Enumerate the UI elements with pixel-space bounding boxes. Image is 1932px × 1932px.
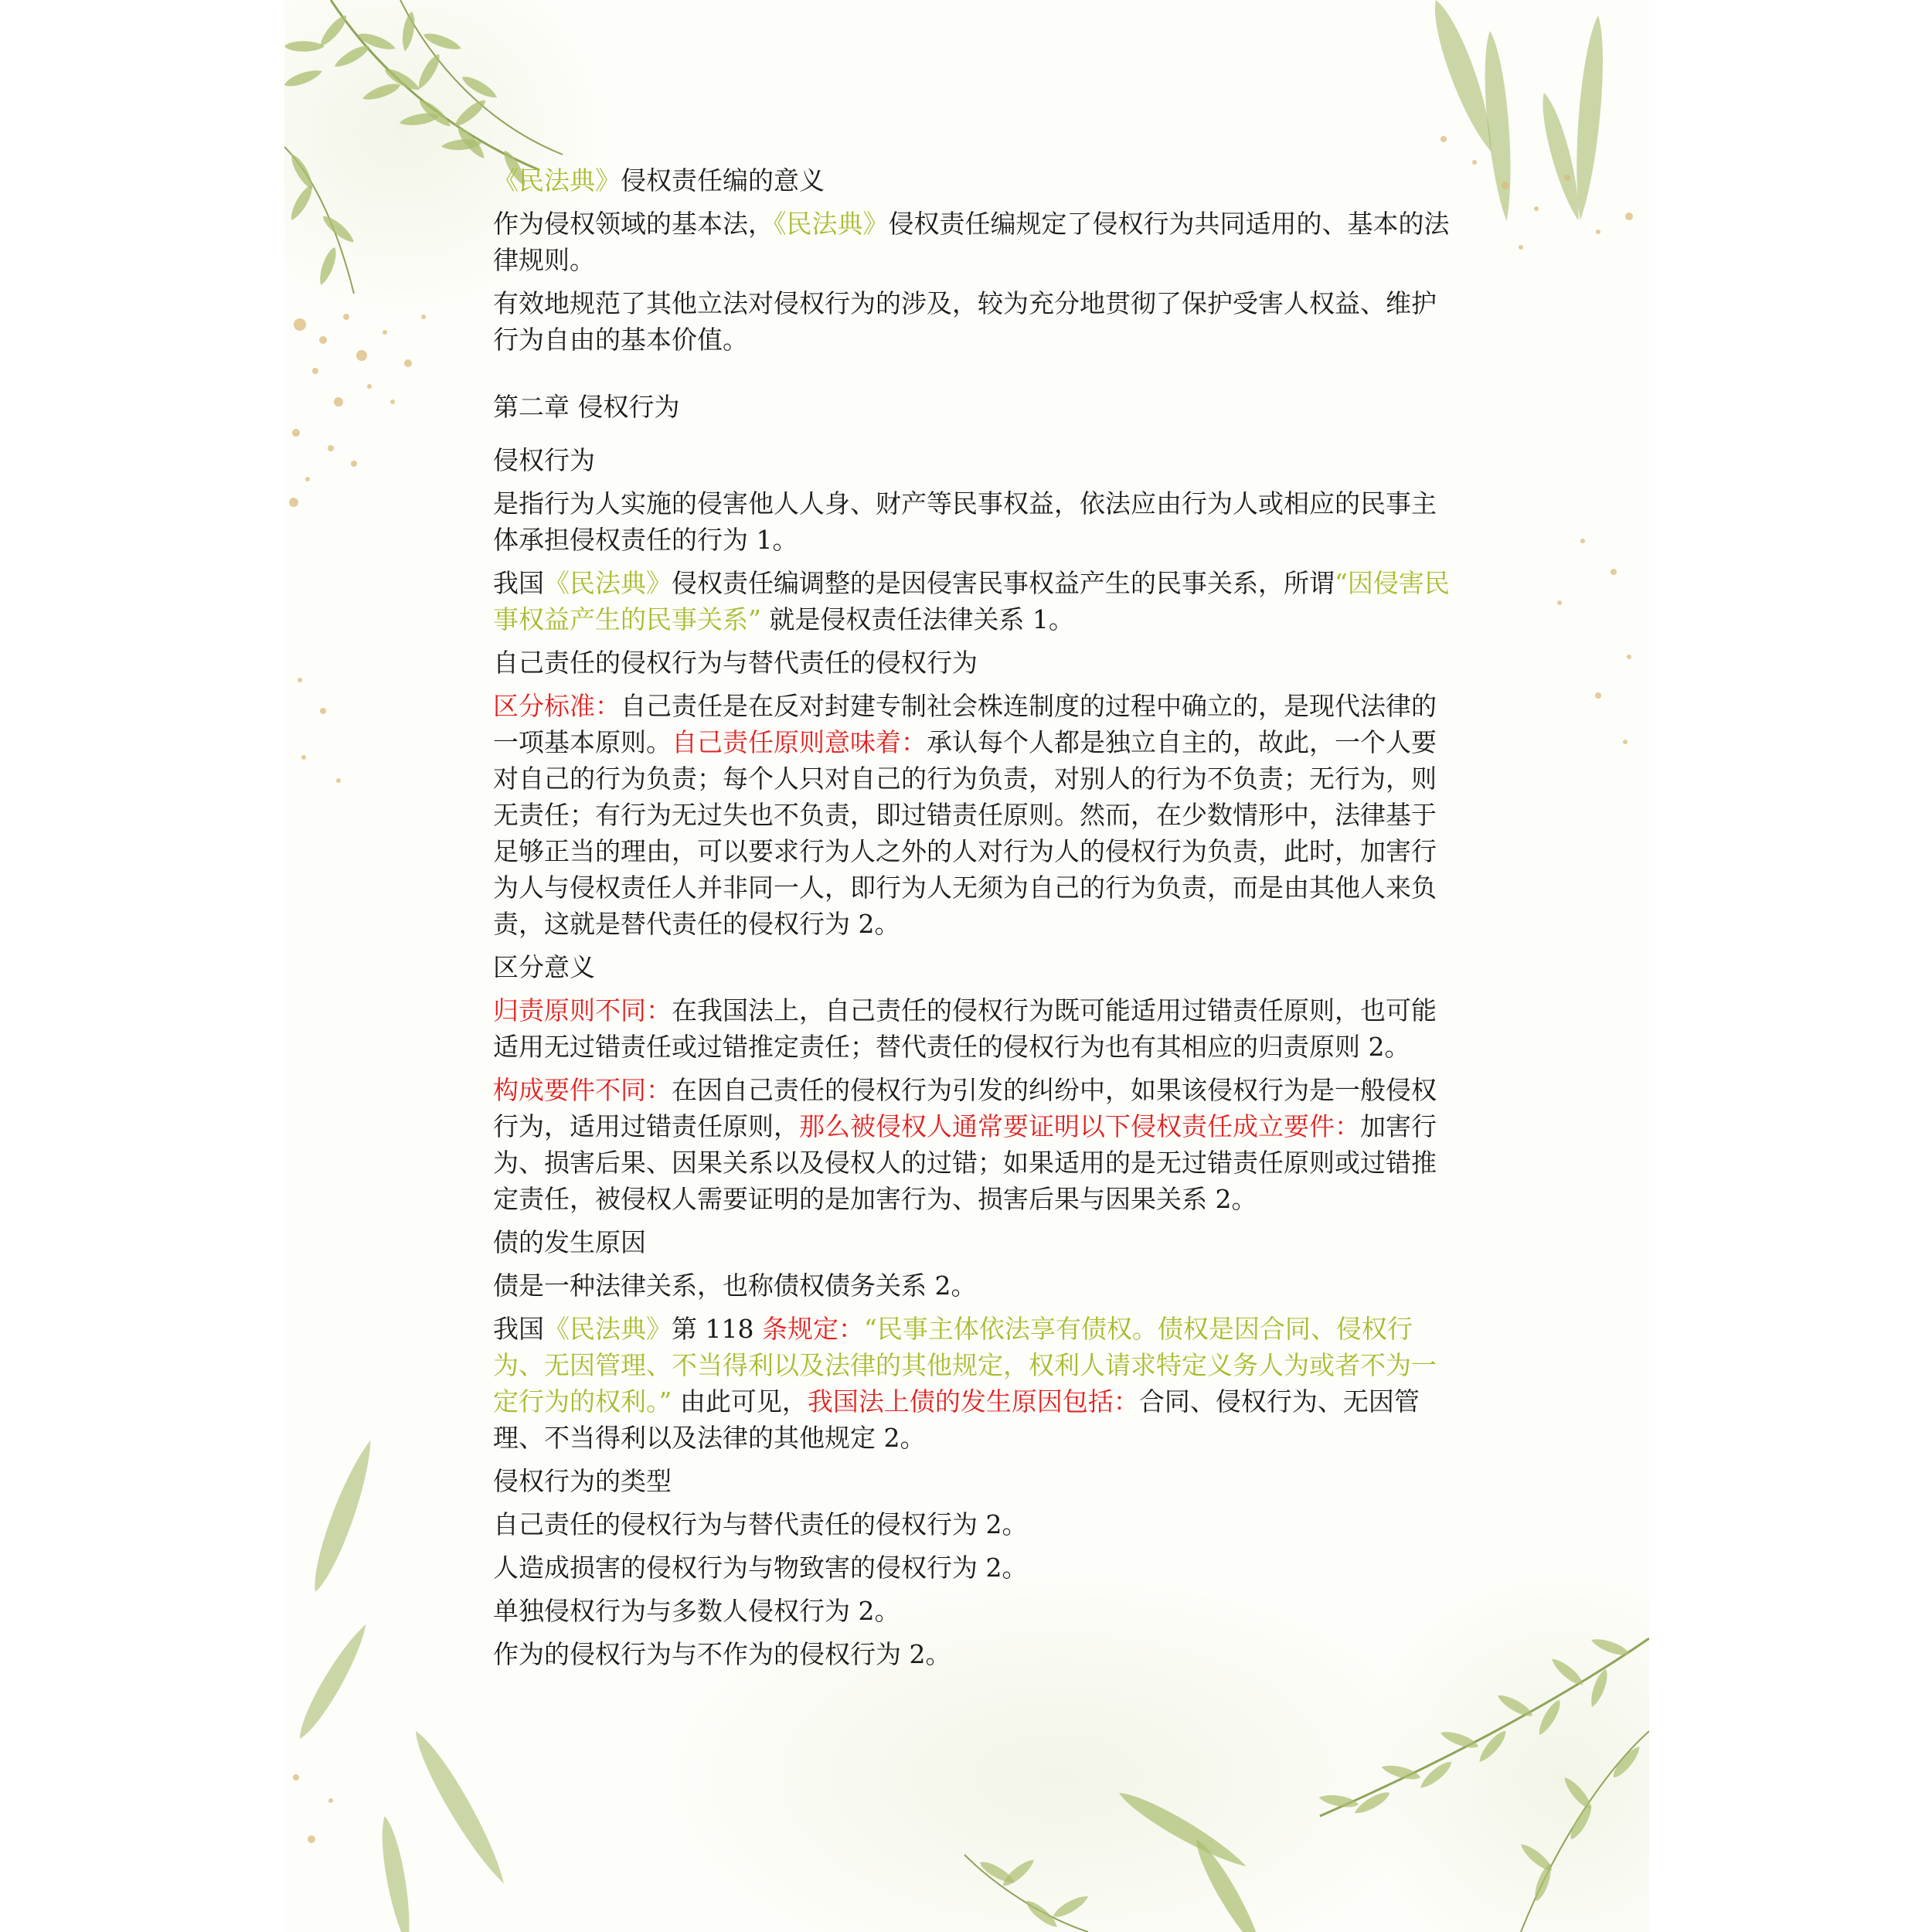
document-page [284,0,1649,1932]
paragraph: 我国《民法典》侵权责任编调整的是因侵害民事权益产生的民事关系，所谓“因侵害民事权益产生的民事关系” 就是侵权责任法律关系 1。 [493,568,1450,634]
subheading: 区分意义 [493,952,595,982]
paragraph: 我国《民法典》第 118 条规定：“民事主体依法享有债权。债权是因合同、侵权行为、无因管理、不当得利以及法律的其他规定，权利人请求特定义务人为或者不为一定行为的权利。” 由此可见，我国法上债的发生原因包括：合同、侵权行为、无因管理、不当得利以及法律的其他规定 2。 [493,1314,1437,1453]
paragraph: 区分标准：自己责任是在反对封建专制社会株连制度的过程中确立的，是现代法律的一项基本原则。自己责任原则意味着：承认每个人都是独立自主的，故此，一个人要对自己的行为负责；每个人只对自己的行为负责，对别人的行为不负责；无行为，则无责任；有行为无过失也不负责，即过错责任原则。然而，在少数情形中，法律基于足够正当的理由，可以要求行为人之外的人对行为人的侵权行为负责，此时，加害行为人与侵权责任人并非同一人，即行为人无须为自己的行为负责，而是由其他人来负责，这就是替代责任的侵权行为 2。 [493,691,1437,939]
subheading: 债的发生原因 [493,1227,646,1257]
paragraph: 有效地规范了其他立法对侵权行为的涉及，较为充分地贯彻了保护受害人权益、维护行为自由的基本价值。 [493,288,1437,355]
list-item: 单独侵权行为与多数人侵权行为 2。 [493,1596,900,1626]
list-item: 作为的侵权行为与不作为的侵权行为 2。 [493,1639,951,1669]
subheading: 自己责任的侵权行为与替代责任的侵权行为 [493,648,978,678]
list-item: 自己责任的侵权行为与替代责任的侵权行为 2。 [493,1509,1028,1539]
section-title-meaning: 《民法典》侵权责任编的意义 [493,165,825,196]
chapter-heading: 第二章 侵权行为 [493,392,680,422]
paragraph: 是指行为人实施的侵害他人人身、财产等民事权益，依法应由行为人或相应的民事主体承担侵权责任的行为 1。 [493,488,1437,555]
willow-leaves-bottom-left-icon [292,1437,513,1932]
subheading: 侵权行为 [493,445,595,475]
paragraph: 债是一种法律关系，也称债权债务关系 2。 [493,1270,977,1301]
list-item: 人造成损害的侵权行为与物致害的侵权行为 2。 [493,1553,1028,1583]
paragraph: 构成要件不同：在因自己责任的侵权行为引发的纠纷中，如果该侵权行为是一般侵权行为，适用过错责任原则，那么被侵权人通常要证明以下侵权责任成立要件：加害行为、损害后果、因果关系以及侵权人的过错；如果适用的是无过错责任原则或过错推定责任，被侵权人需要证明的是加害行为、损害后果与因果关系 2。 [493,1075,1437,1214]
subheading: 侵权行为的类型 [493,1466,672,1496]
article-body [493,162,1459,1679]
paragraph: 归责原则不同：在我国法上，自己责任的侵权行为既可能适用过错责任原则，也可能适用无过错责任或过错推定责任；替代责任的侵权行为也有其相应的归责原则 2。 [493,995,1437,1062]
paragraph: 作为侵权领域的基本法，《民法典》侵权责任编规定了侵权行为共同适用的、基本的法律规则。 [493,209,1450,275]
